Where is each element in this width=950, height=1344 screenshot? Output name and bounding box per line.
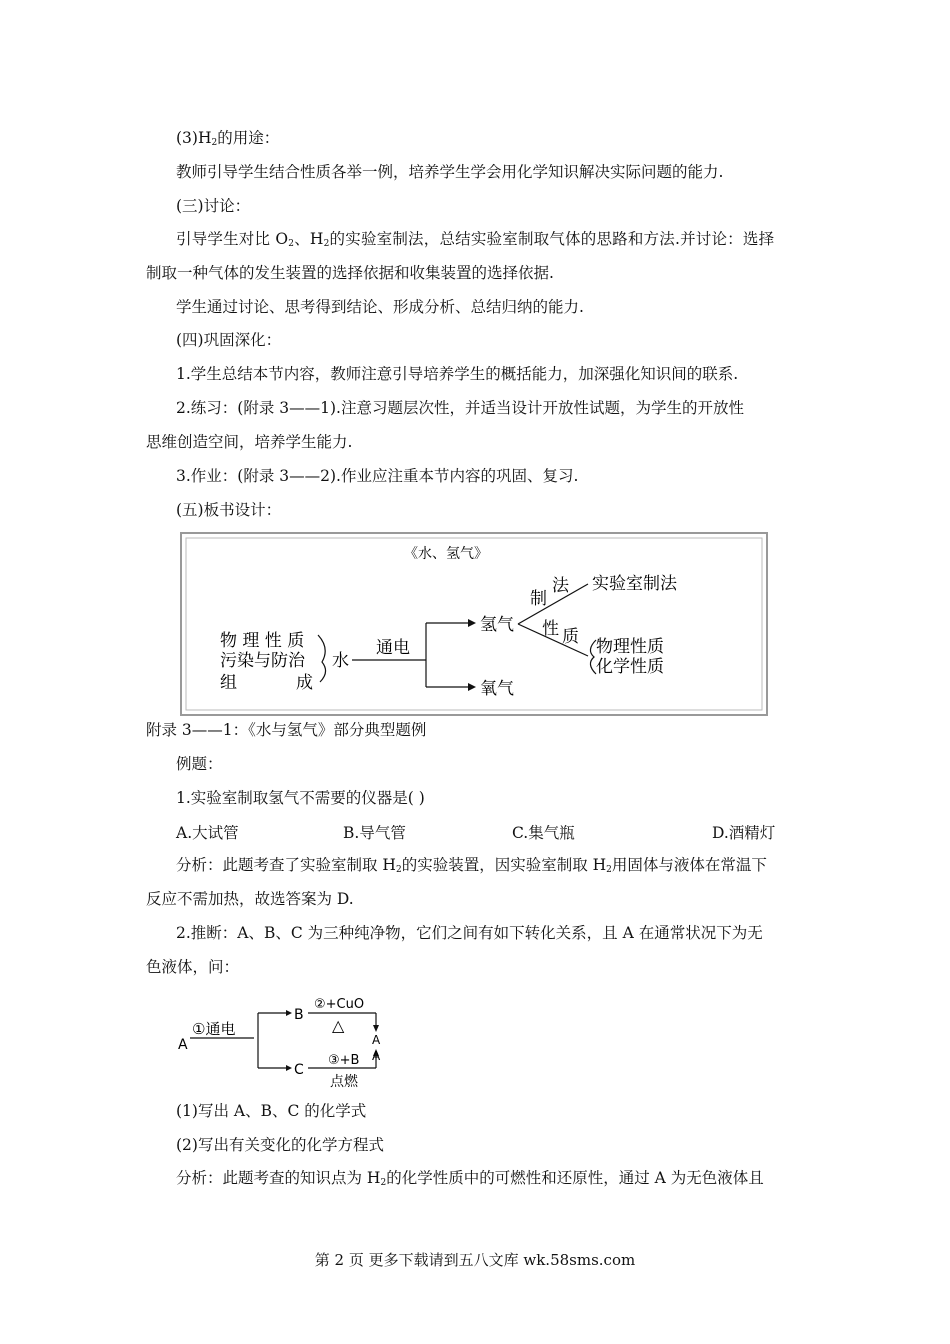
answer-1: 分析：此题考查了实验室制取 $H_2$的实验装置，因实验室制取 $H_2$用固体与液体在常温下 <box>176 856 767 875</box>
electrolysis-label: 通电 <box>376 638 410 658</box>
q1-option-c: C.集气瓶 <box>512 824 575 842</box>
page-footer: 第 2 页 更多下载请到五八文库 wk.58sms.com <box>314 1251 636 1269</box>
appendix-title: 附录 3——1：《水与氢气》部分典型题例 <box>146 721 427 739</box>
chain-step3-label: ③+B <box>328 1053 360 1068</box>
consolidate-title: (四)巩固深化： <box>176 331 282 349</box>
chain-C: C <box>294 1062 304 1078</box>
section3-body: 教师引导学生结合性质各举一例，培养学生学会用化学知识解决实际问题的能力. <box>176 163 724 181</box>
chain-A-bottom: A <box>372 1049 381 1063</box>
question-1: 1.实验室制取氢气不需要的仪器是( ) <box>176 789 425 807</box>
lab-method-label: 实验室制法 <box>592 574 677 594</box>
chain-to-B-head <box>286 1010 292 1016</box>
physical-property-label: 物理性质 <box>596 637 664 657</box>
consolidate-item-2: 2.练习：(附录 3——1).注意习题层次性，并适当设计开放性试题，为学生的开放性 <box>176 399 744 417</box>
chain-heat-label: △ <box>332 1016 345 1035</box>
left-label-physical: 物 理 性 质 <box>220 631 305 651</box>
chain-B: B <box>294 1007 304 1023</box>
chain-A: A <box>178 1037 188 1053</box>
consolidate-item-2-cont: 思维创造空间，培养学生能力. <box>146 433 353 451</box>
answer-2: 分析：此题考查的知识点为 $H_2$的化学性质中的可燃性和还原性，通过 A 为无色液体且 <box>176 1169 764 1188</box>
discussion-paragraph-1: 引导学生对比 $O_2$、$H_2$的实验室制法，总结实验室制取气体的思路和方法.并讨论：选择 <box>176 230 775 249</box>
question-2: 2.推断：A、B、C 为三种纯净物，它们之间有如下转化关系，且 A 在通常状况下为无 <box>176 924 763 942</box>
fa-label: 法 <box>552 576 569 596</box>
left-label-zu: 组 <box>220 673 237 693</box>
diagram-title: 《水、氢气》 <box>404 546 488 562</box>
oxygen-label: 氧气 <box>480 679 514 699</box>
sub-question-1: (1)写出 A、B、C 的化学式 <box>176 1102 367 1120</box>
discussion-paragraph-1-cont: 制取一种气体的发生装置的选择依据和收集装置的选择依据. <box>146 264 554 282</box>
hydrogen-label: 氢气 <box>480 615 514 635</box>
left-label-cheng: 成 <box>296 673 313 693</box>
chain-step1-label: ①通电 <box>192 1020 236 1038</box>
answer-1-cont: 反应不需加热，故选答案为 D. <box>146 890 354 908</box>
board-design-title: (五)板书设计： <box>176 501 282 519</box>
discussion-title: (三)讨论： <box>176 197 251 215</box>
chain-to-C-head <box>286 1065 292 1071</box>
q1-option-b: B.导气管 <box>343 824 406 842</box>
chemical-property-label: 化学性质 <box>596 657 664 677</box>
chain-ignite-label: 点燃 <box>330 1074 358 1090</box>
left-label-pollution: 污染与防治 <box>220 651 305 671</box>
consolidate-item-1: 1.学生总结本节内容，教师注意引导培养学生的概括能力，加深强化知识间的联系. <box>176 365 739 383</box>
board-design-diagram <box>180 532 768 716</box>
zhi2-label: 质 <box>562 627 579 647</box>
chain-step2-label: ②+CuO <box>314 997 365 1012</box>
chain-A-top: A <box>372 1033 381 1047</box>
water-label: 水 <box>332 651 349 671</box>
reaction-chain-diagram <box>172 992 402 1092</box>
zhi-label: 制 <box>530 589 547 609</box>
consolidate-item-3: 3.作业：(附录 3——2).作业应注重本节内容的巩固、复习. <box>176 467 579 485</box>
question-2-cont: 色液体，问： <box>146 958 240 976</box>
section3-title: $(3)H_2$的用途： <box>176 129 280 148</box>
chain-step2-head <box>373 1025 379 1032</box>
discussion-paragraph-2: 学生通过讨论、思考得到结论、形成分析、总结归纳的能力. <box>176 298 584 316</box>
xing-label: 性 <box>542 619 559 639</box>
sub-question-2: (2)写出有关变化的化学方程式 <box>176 1136 384 1154</box>
q1-option-d: D.酒精灯 <box>712 824 776 842</box>
q1-option-a: A.大试管 <box>176 824 239 842</box>
example-label: 例题： <box>176 755 223 773</box>
